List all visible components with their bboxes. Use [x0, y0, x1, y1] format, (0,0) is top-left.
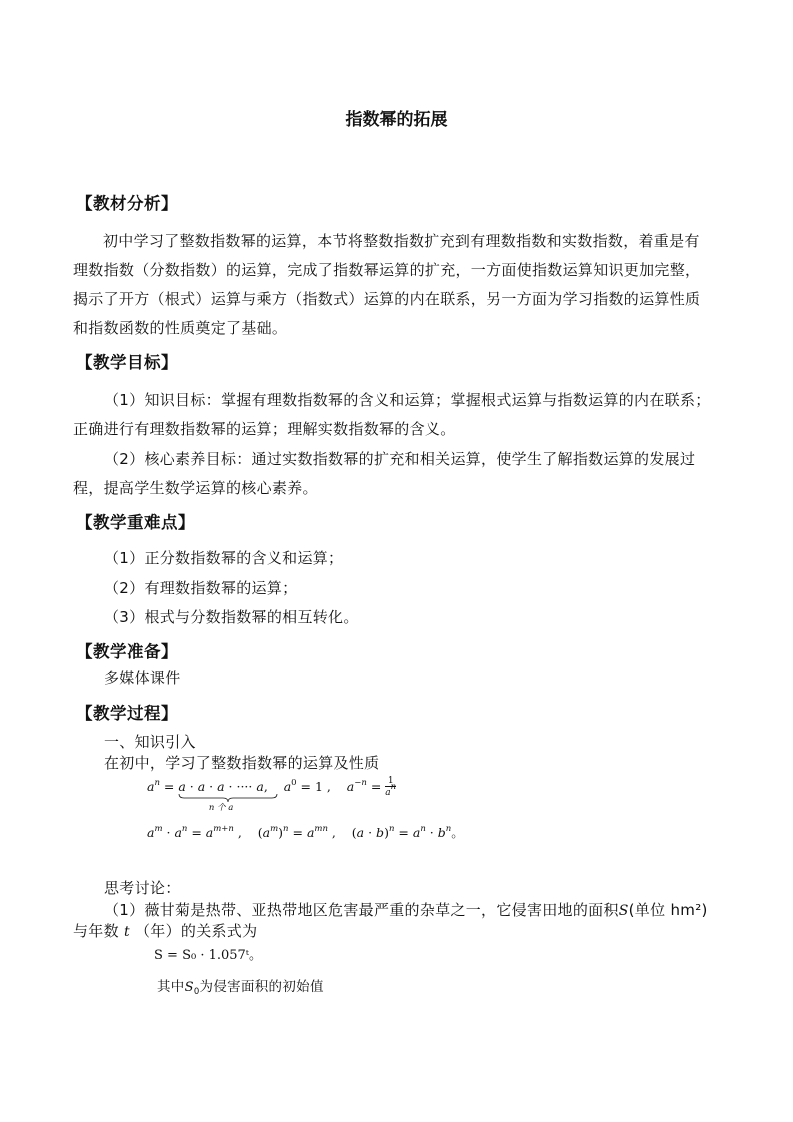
formula-power-rules: $a^m \cdot a^n = a^{m+n}$ , $(a^m)^n = a^{mn}$ , $(a \cdot b)^n = a^n \cdot b^n$。: [147, 824, 464, 840]
section-heading-preparation: 【教学准备】: [76, 642, 178, 661]
goals-line-2: 正确进行有理数指数幂的运算；理解实数指数幂的含义。: [73, 420, 456, 438]
discussion-label: 思考讨论：: [104, 879, 181, 897]
section-heading-analysis: 【教材分析】: [76, 194, 178, 213]
section-heading-difficulties: 【教学重难点】: [76, 513, 195, 532]
process-intro: 在初中，学习了整数指数幂的运算及性质: [104, 754, 380, 772]
preparation-text: 多媒体课件: [104, 669, 181, 687]
section-heading-goals: 【教学目标】: [76, 353, 178, 372]
goals-line-1: （1）知识目标：掌握有理数指数幂的含义和运算；掌握根式运算与指数运算的内在联系；: [104, 391, 711, 409]
question-1-line-2: 与年数 t （年）的关系式为: [73, 922, 258, 940]
formula-growth: S = S₀ · 1.057ᵗ。: [154, 948, 262, 963]
process-subheading: 一、知识引入: [104, 733, 196, 751]
section-heading-process: 【教学过程】: [76, 704, 178, 723]
analysis-line-1: 初中学习了整数指数幂的运算，本节将整数指数扩充到有理数指数和实数指数，着重是有: [103, 232, 700, 250]
question-1-line-1: （1）薇甘菊是热带、亚热带地区危害最严重的杂草之一，它侵害田地的面积S(单位 hm²): [104, 901, 708, 919]
difficulty-item-2: （2）有理数指数幂的运算；: [104, 579, 298, 597]
analysis-line-4: 和指数函数的性质奠定了基础。: [73, 319, 288, 337]
underbrace-label: n 个 a: [208, 803, 234, 813]
analysis-line-3: 揭示了开方（根式）运算与乘方（指数式）运算的内在联系，另一方面为学习指数的运算性质: [73, 290, 701, 308]
goals-line-4: 程，提高学生数学运算的核心素养。: [73, 479, 318, 497]
initial-value-note: 其中$S_0$为侵害面积的初始值: [157, 979, 324, 997]
analysis-line-2: 理数指数（分数指数）的运算，完成了指数幂运算的扩充，一方面使指数运算知识更加完整，: [73, 261, 701, 279]
page-title: 指数幂的拓展: [345, 110, 448, 130]
difficulty-item-1: （1）正分数指数幂的含义和运算；: [104, 549, 344, 567]
formula-integer-power: $a^n = a \cdot a \cdot a$ · ···· a n 个 a , $a^0 = 1$ , $a^{-n}$ = $\frac{1}{a^n}$: [147, 776, 397, 813]
difficulty-item-3: （3）根式与分数指数幂的相互转化。: [104, 608, 359, 626]
goals-line-3: （2）核心素养目标：通过实数指数幂的扩充和相关运算，使学生了解指数运算的发展过: [104, 450, 696, 468]
